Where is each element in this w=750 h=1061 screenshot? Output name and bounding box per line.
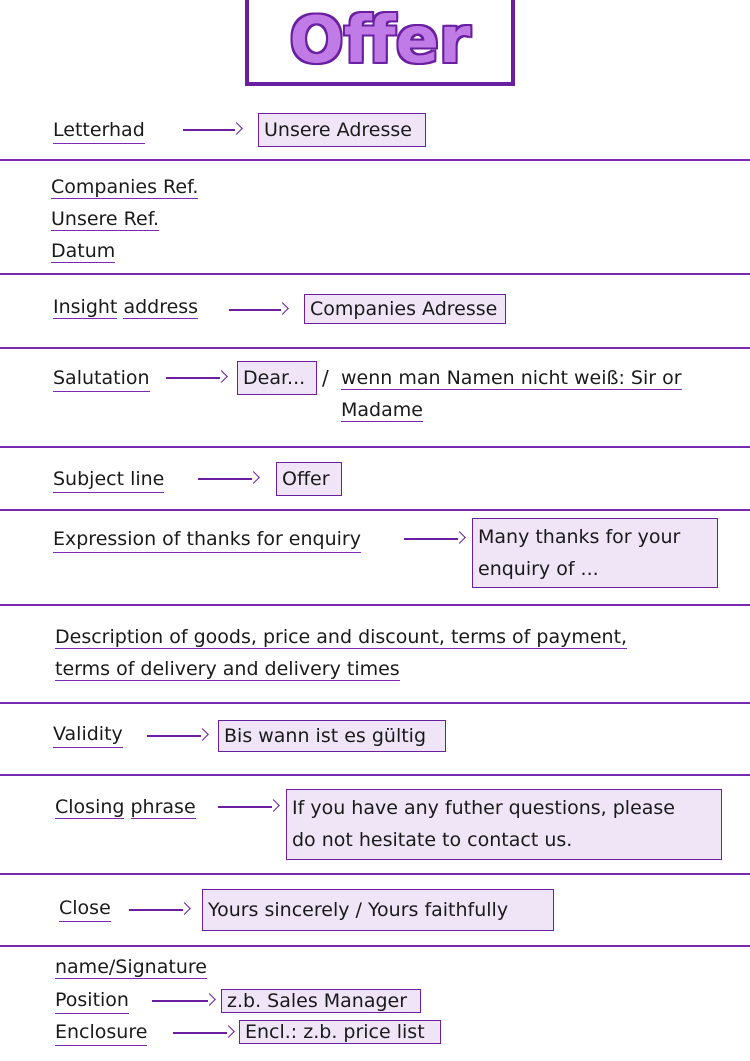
divider [0,446,750,448]
salutation-alt-line1: wenn man Namen nicht weiß: Sir or [341,367,682,389]
unsere-ref-label: Unsere Ref. [51,208,160,230]
validity-label: Validity [53,722,123,748]
description-line1: Description of goods, price and discount, terms of payment, [55,626,628,648]
subject-value-box: Offer [276,462,342,496]
salutation-value-box: Dear... [237,361,317,395]
title-box [245,0,515,86]
arrow-icon [129,903,191,917]
arrow-icon [147,729,209,743]
closing-phrase-line2: do not hesitate to contact us. [292,829,573,851]
arrow-icon [183,123,243,137]
arrow-icon [198,472,260,486]
arrow-icon [173,1026,235,1040]
position-label: Position [55,988,129,1014]
thanks-value-box [472,518,718,588]
enclosure-label: Enclosure [55,1020,147,1046]
datum-label: Datum [51,240,116,262]
thanks-value-line1: Many thanks for your [478,526,681,548]
validity-value-box: Bis wann ist es gültig [218,720,446,752]
divider [0,509,750,511]
divider [0,945,750,947]
salutation-alt-line2: Madame [341,399,423,421]
divider [0,273,750,275]
closing-phrase-line1: If you have any futher questions, please [292,797,675,819]
letterhead-label: Letterhad [53,118,145,144]
divider [0,347,750,349]
divider [0,873,750,875]
arrow-icon [404,532,466,546]
divider [0,702,750,704]
inside-address-label: Insight address [53,296,199,318]
description-line2: terms of delivery and delivery times [55,658,400,680]
divider [0,159,750,161]
page-title: Offer [289,4,471,78]
separator: / [322,366,329,390]
close-value-box: Yours sincerely / Yours faithfully [202,889,554,931]
letterhead-value-box: Unsere Adresse [258,113,426,147]
position-value-box: z.b. Sales Manager [221,989,421,1013]
close-label: Close [59,896,111,922]
name-signature-label: name/Signature [55,956,207,978]
subject-line-label: Subject line [53,467,164,493]
salutation-label: Salutation [53,366,150,392]
arrow-icon [152,994,216,1008]
closing-phrase-label: Closing phrase [55,796,196,818]
divider [0,604,750,606]
enclosure-value-box: Encl.: z.b. price list [239,1020,441,1044]
arrow-icon [229,303,289,317]
divider [0,774,750,776]
inside-address-value-box: Companies Adresse [304,294,506,324]
companies-ref-label: Companies Ref. [51,176,199,198]
closing-phrase-value-box [286,789,722,860]
thanks-value-line2: enquiry of ... [478,558,599,580]
arrow-icon [218,800,280,814]
arrow-icon [166,371,228,385]
thanks-label: Expression of thanks for enquiry [53,527,361,553]
